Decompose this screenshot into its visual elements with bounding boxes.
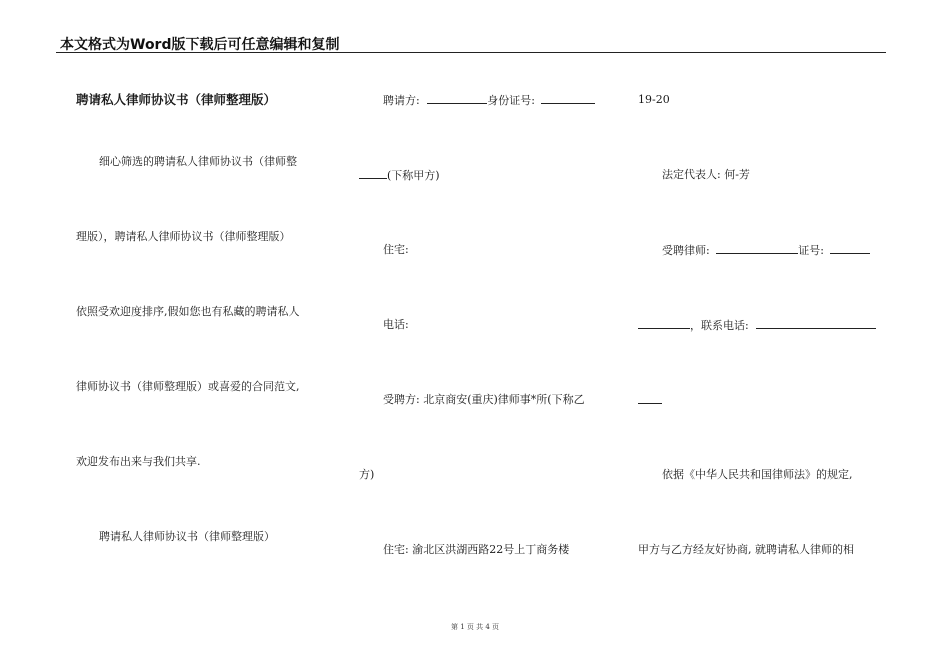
document-header-title: 本文格式为Word版下载后可任意编辑和复制	[60, 37, 340, 53]
employer-name-blank	[427, 93, 487, 104]
negotiation-text: 甲方与乙方经友好协商, 就聘请私人律师的相	[638, 543, 854, 556]
trailing-blank	[638, 393, 662, 404]
employee-party-line: 受聘方: 北京商安(重庆)律师事*所(下称乙	[383, 393, 585, 406]
agreement-title: 聘请私人律师协议书（律师整理版）	[76, 92, 277, 107]
id-number-label: 身份证号:	[487, 94, 535, 107]
contact-phone-label: ，联系电话:	[690, 319, 749, 332]
lawyer-name-blank	[716, 243, 798, 254]
legal-basis-text: 依据《中华人民共和国律师法》的规定,	[662, 468, 853, 481]
cert-number-blank	[830, 243, 870, 254]
party-a-line	[359, 168, 440, 183]
intro-line-2: 理版），聘请私人律师协议书（律师整理版）	[76, 230, 291, 243]
legal-representative: 法定代表人: 何-芳	[662, 168, 750, 181]
contact-phone-blank	[756, 318, 876, 329]
employer-line	[383, 93, 595, 108]
retained-lawyer-label: 受聘律师:	[662, 244, 710, 257]
agreement-subtitle: 聘请私人律师协议书（律师整理版）	[99, 530, 275, 543]
intro-line-4: 律师协议书（律师整理版）或喜爱的合同范文,	[76, 380, 300, 393]
contact-phone-line	[638, 318, 876, 333]
header-divider	[56, 52, 886, 53]
phone-number-blank	[638, 318, 690, 329]
intro-line-3: 依照受欢迎度排序,假如您也有私藏的聘请私人	[76, 305, 300, 318]
cert-number-label: 证号:	[798, 244, 824, 257]
party-b-residence: 住宅: 渝北区洪湖西路22号上丁商务楼	[383, 543, 570, 556]
residence-label: 住宅:	[383, 243, 409, 256]
year-range: 19-20	[638, 93, 670, 106]
phone-label: 电话:	[383, 318, 409, 331]
party-a-designation: (下称甲方)	[387, 169, 440, 182]
employer-label: 聘请方:	[383, 94, 420, 107]
retained-lawyer-line	[662, 243, 870, 258]
id-number-blank	[541, 93, 595, 104]
party-b-continuation: 方)	[359, 468, 375, 481]
intro-line-5: 欢迎发布出来与我们共享.	[76, 455, 201, 468]
page-number-footer: 第 1 页 共 4 页	[450, 623, 500, 631]
party-a-blank	[359, 168, 387, 179]
party-b-trailing-line	[638, 393, 662, 408]
intro-line-1: 细心筛选的聘请私人律师协议书（律师整	[99, 155, 297, 168]
